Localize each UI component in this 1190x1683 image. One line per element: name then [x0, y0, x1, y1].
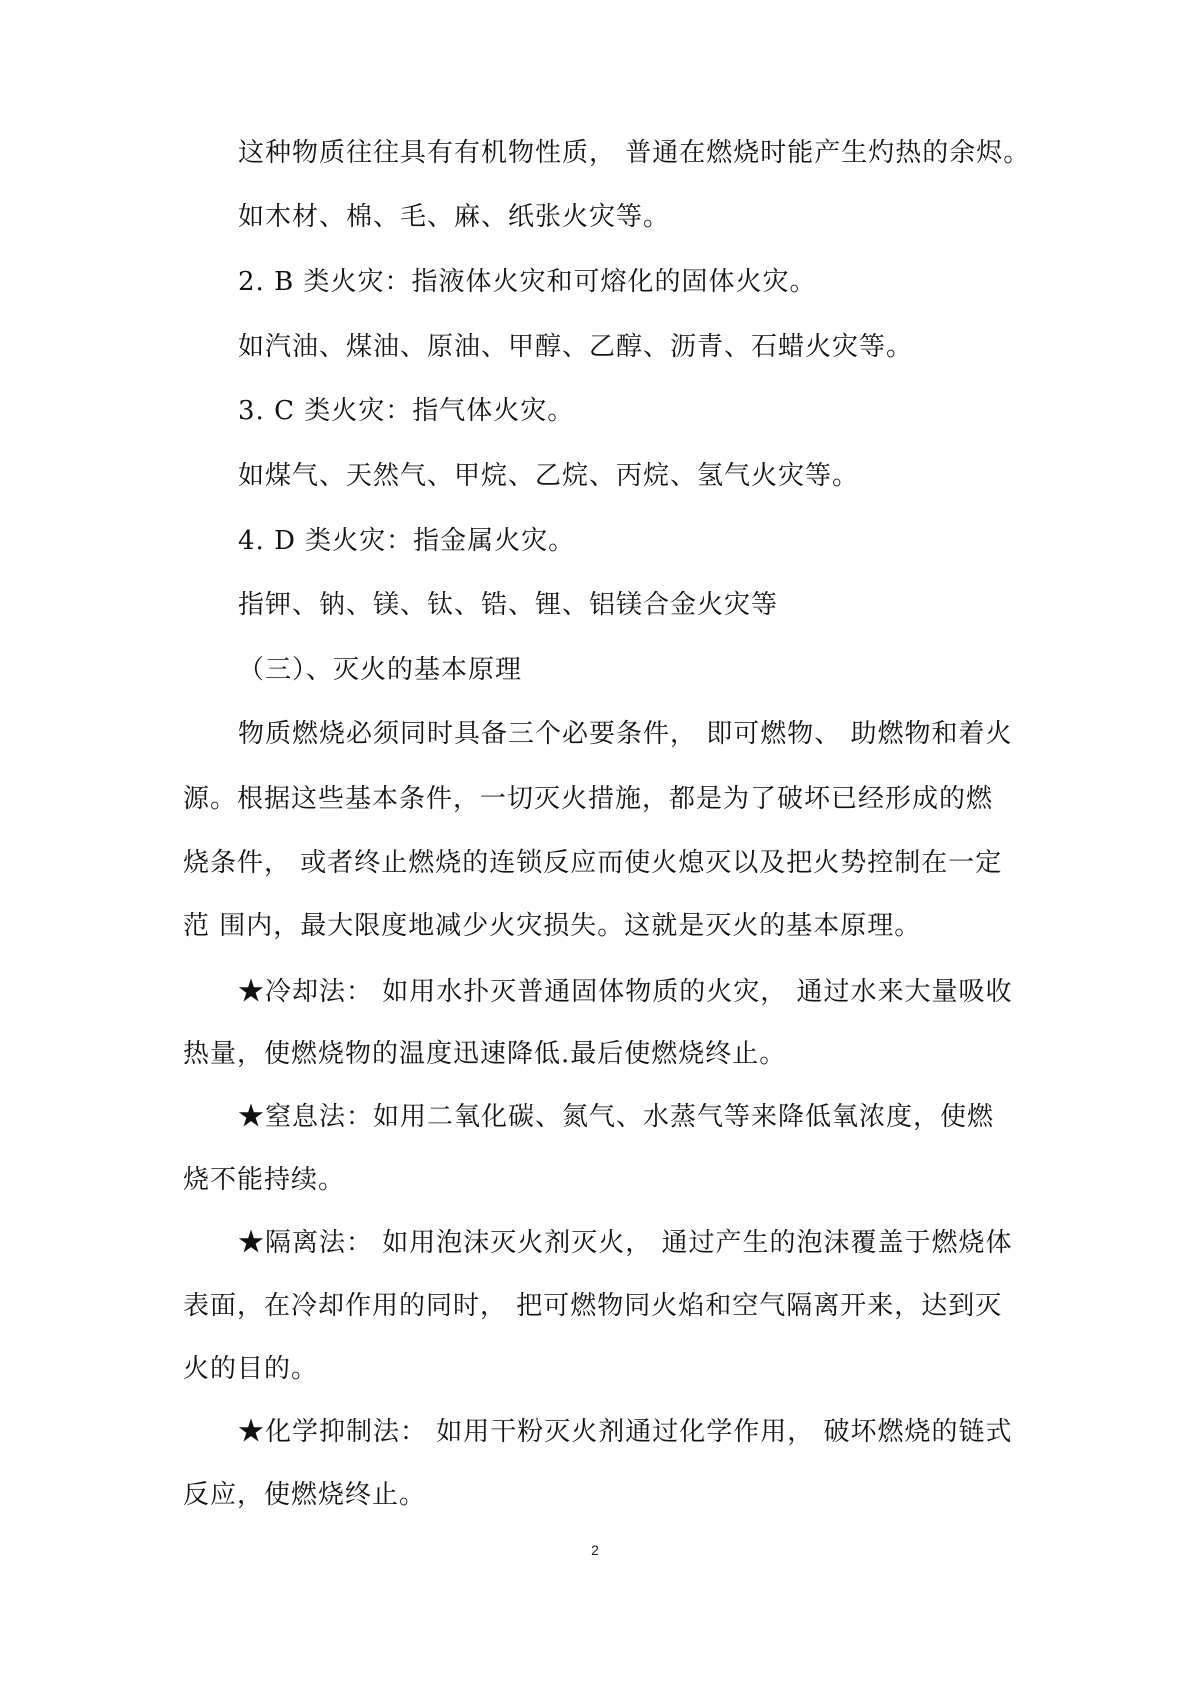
- text-line: 火的目的。: [183, 1354, 319, 1384]
- text-line: 源。根据这些基本条件，一切灭火措施，都是为了破坏已经形成的燃: [183, 784, 994, 814]
- text-line: 这种物质往往具有有机物性质， 普通在燃烧时能产生灼热的余烬。: [238, 138, 1031, 168]
- text-line: 如煤气、天然气、甲烷、乙烷、丙烷、氢气火灾等。: [238, 461, 860, 491]
- text-line: 范 围内，最大限度地减少火灾损失。这就是灭火的基本原理。: [183, 911, 922, 941]
- text-line: ★隔离法： 如用泡沫灭火剂灭火， 通过产生的泡沫覆盖于燃烧体: [238, 1228, 1013, 1258]
- section-heading: （三）、灭火的基本原理: [238, 655, 523, 685]
- text-line: ★冷却法： 如用水扑灭普通固体物质的火灾， 通过水来大量吸收: [238, 977, 1013, 1007]
- text-line: ★窒息法：如用二氧化碳、氮气、水蒸气等来降低氧浓度，使燃: [238, 1102, 995, 1132]
- text-line: 烧不能持续。: [183, 1165, 346, 1195]
- page-number: 2: [591, 1542, 599, 1558]
- text-line: 反应，使燃烧终止。: [183, 1480, 427, 1510]
- text-line: 如汽油、煤油、原油、甲醇、乙醇、沥青、石蜡火灾等。: [238, 332, 914, 362]
- text-line: 表面，在冷却作用的同时， 把可燃物同火焰和空气隔离开来，达到灭: [183, 1291, 1003, 1321]
- text-line: 热量，使燃烧物的温度迅速降低.最后使燃烧终止。: [183, 1039, 787, 1069]
- text-line: 物质燃烧必须同时具备三个必要条件， 即可燃物、 助燃物和着火: [238, 719, 1013, 749]
- text-line: 3. C 类火灾：指气体火灾。: [238, 396, 575, 426]
- text-line: 烧条件， 或者终止燃烧的连锁反应而使火熄灭以及把火势控制在一定: [183, 848, 1003, 878]
- text-line: 2. B 类火灾：指液体火灾和可熔化的固体火灾。: [238, 267, 817, 297]
- text-line: 如木材、棉、毛、麻、纸张火灾等。: [238, 202, 671, 232]
- text-line: 指钾、钠、镁、钛、锆、锂、铝镁合金火灾等: [238, 590, 779, 620]
- text-line: ★化学抑制法： 如用干粉灭火剂通过化学作用， 破坏燃烧的链式: [238, 1417, 1013, 1447]
- text-line: 4. D 类火灾：指金属火灾。: [238, 526, 576, 556]
